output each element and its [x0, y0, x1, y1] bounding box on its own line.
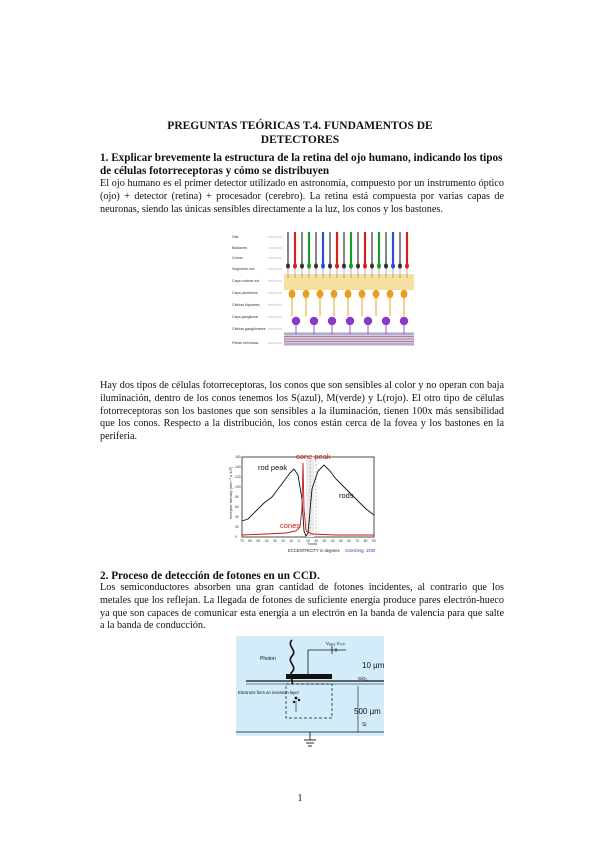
ganglion-cell: [292, 317, 300, 325]
chart-x-tick-label: 20: [281, 539, 286, 543]
document-title: [100, 119, 500, 147]
retina-layer-label: Células ganglionares: [232, 327, 266, 331]
chart-y-tick-label: 40: [235, 515, 239, 519]
photoreceptor-nucleus: [363, 263, 367, 268]
chart-y-tick-label: 20: [235, 525, 239, 529]
rods-label: rods: [339, 491, 354, 500]
chart-xlabel: ECCENTRICITY in degrees: [288, 548, 340, 553]
chart-x-tick-label: 40: [264, 539, 269, 543]
si-label: Si: [362, 722, 367, 728]
chart-y-tick-label: 80: [235, 495, 239, 499]
chart-x-tick-label: 70: [355, 539, 360, 543]
retina-layer-label: Segmento ext.: [232, 267, 256, 271]
photoreceptor-nucleus: [300, 263, 304, 268]
bipolar-cell: [317, 290, 324, 298]
chart-y-tick-label: 140: [235, 465, 241, 469]
photoreceptor-nucleus: [384, 263, 388, 268]
photoreceptor-nucleus: [293, 263, 297, 268]
photoreceptor-nucleus: [286, 263, 290, 268]
electrons-label: Electrons form an inversion layer: [238, 690, 299, 695]
chart-y-tick-label: 60: [235, 505, 239, 509]
photon-label: Photon: [260, 656, 276, 662]
chart-x-tick-label: 50: [339, 539, 343, 543]
chart-y-tick-label: 0: [235, 535, 237, 539]
chart-x-tick-label: 50: [256, 539, 261, 543]
question-1-paragraph-2: Hay dos tipos de células fotorreceptoras, los conos que son sensibles al color y no operan con baja iluminación, dentro de los conos tenemos los S(azul), M(verde) y L(rojo). El otro tipo de células fotorreceptoras son los bastones que son sensibles a la iluminación, tienen 100x más sensibilidad que los conos. Respecto a la distribución, los conos están cerca de la fovea y los bastones en la periferia.: [100, 380, 504, 443]
retina-layer-label: Glia: [232, 235, 239, 239]
bipolar-cell: [359, 290, 366, 298]
chart-x-tick-label: 10: [289, 539, 294, 543]
chart-y-tick-label: 160: [235, 455, 241, 459]
photoreceptor-nucleus: [391, 263, 395, 268]
photoreceptor-nucleus: [405, 263, 409, 268]
chart-x-tick-label: 60: [347, 539, 352, 543]
bipolar-cell: [303, 290, 310, 298]
bipolar-cell: [331, 290, 338, 298]
chart-x-tick-label: 0: [297, 539, 300, 543]
photoreceptor-nucleus: [349, 263, 353, 268]
chart-y-tick-label: 120: [235, 475, 241, 479]
photoreceptor-nucleus: [335, 263, 339, 268]
ganglion-cell: [382, 317, 390, 325]
chart-y-tick-label: 100: [235, 485, 241, 489]
retina-layer-label: Fibras nerviosas: [232, 341, 259, 345]
retina-outer-plexiform-band: [284, 274, 414, 290]
chart-x-tick-label: 60: [248, 539, 253, 543]
thickness-500um-label: 500 µm: [354, 707, 381, 716]
photoreceptor-nucleus: [307, 263, 311, 268]
electron: [293, 701, 295, 703]
ganglion-cell: [310, 317, 318, 325]
bipolar-cell: [401, 290, 408, 298]
cones-label: cones: [280, 521, 301, 530]
photoreceptor-nucleus: [314, 263, 318, 268]
chart-x-tick-label: 10: [306, 539, 310, 543]
sio2-label: SiO₂: [358, 676, 368, 681]
rod-peak-label: rod peak: [258, 463, 288, 472]
retina-layer-label: Bastones: [232, 246, 247, 250]
photoreceptor-nucleus: [377, 263, 381, 268]
question-1-heading: 1. Explicar brevemente la estructura de la retina del ojo humano, indicando los tipos de células fotorreceptoras y cómo se distribuyen: [100, 152, 503, 177]
retina-layer-label: Capa nuclear ext.: [232, 279, 261, 283]
ganglion-cell: [400, 317, 408, 325]
title-line-2: DETECTORES: [260, 134, 340, 146]
bipolar-cell: [345, 290, 352, 298]
title-line-1: PREGUNTAS TEÓRICAS T.4. FUNDAMENTOS DE: [167, 120, 433, 132]
electron: [295, 697, 298, 700]
photoreceptor-density-chart: [226, 449, 382, 557]
bipolar-cell: [289, 290, 296, 298]
chart-x-tick-label: 70: [240, 539, 244, 543]
question-2-heading: 2. Proceso de detección de fotones en un CCD.: [100, 570, 320, 582]
ganglion-cell: [346, 317, 354, 325]
retina-layer-label: Conos: [232, 256, 243, 260]
retina-layer-label: Capa plexiforme: [232, 291, 259, 295]
chart-x-tick-label: 30: [322, 539, 327, 543]
question-2-paragraph-1: Los semiconductores absorben una gran cantidad de fotones incidentes, al contrario que los metales que los reflejan. La llegada de fotones de suficiente energía produce pares electrón-hueco ya que son capaces de comunicar esta energía a un electrón en la banda de valencia para que salte a la banda de conducción.: [100, 582, 504, 632]
bipolar-cell: [387, 290, 394, 298]
photoreceptor-nucleus: [328, 263, 332, 268]
retina-layer-label: Células bipolares: [232, 303, 260, 307]
retina-layer-label: Capa ganglionar: [232, 315, 259, 319]
photoreceptor-nucleus: [342, 263, 346, 268]
ccd-photon-detection-figure: [236, 636, 384, 750]
ccd-background: [236, 636, 384, 736]
photoreceptor-nucleus: [370, 263, 374, 268]
question-1-paragraph-1: El ojo humano es el primer detector utilizado en astronomía, compuesto por un instrumento óptico (ojo) + detector (retina) + procesador (cerebro). La retina está compuesta por varias capas de neuronas, siendo las únicas sensibles directamente a la luz, los conos y los bastones.: [100, 178, 504, 215]
photoreceptor-nucleus: [356, 263, 360, 268]
chart-x-tick-label: 90: [372, 539, 376, 543]
chart-x-tick-label: 30: [273, 539, 277, 543]
ganglion-cell: [364, 317, 372, 325]
retina-structure-figure: [230, 228, 420, 358]
photoreceptor-nucleus: [321, 263, 325, 268]
chart-ylabel: receptor density (mm⁻² x 10³): [228, 466, 233, 519]
ganglion-cell: [328, 317, 336, 325]
chart-x-tick-label: 20: [314, 539, 319, 543]
gate-electrode: [286, 674, 332, 679]
chart-credit: Osterberg, 1935: [345, 548, 376, 553]
vgate-label: Vₑₐₜₑ Vₛᵤₕ: [326, 641, 345, 646]
thickness-10um-label: 10 µm: [362, 661, 384, 670]
chart-x-tick-label: 80: [363, 539, 368, 543]
cone-peak-label: cone peak: [296, 452, 331, 461]
electron: [298, 699, 300, 701]
chart-x-tick-label: 40: [330, 539, 335, 543]
bipolar-cell: [373, 290, 380, 298]
photoreceptor-nucleus: [398, 263, 402, 268]
page-number: 1: [297, 793, 303, 804]
fovea-label: fovea: [308, 542, 318, 546]
